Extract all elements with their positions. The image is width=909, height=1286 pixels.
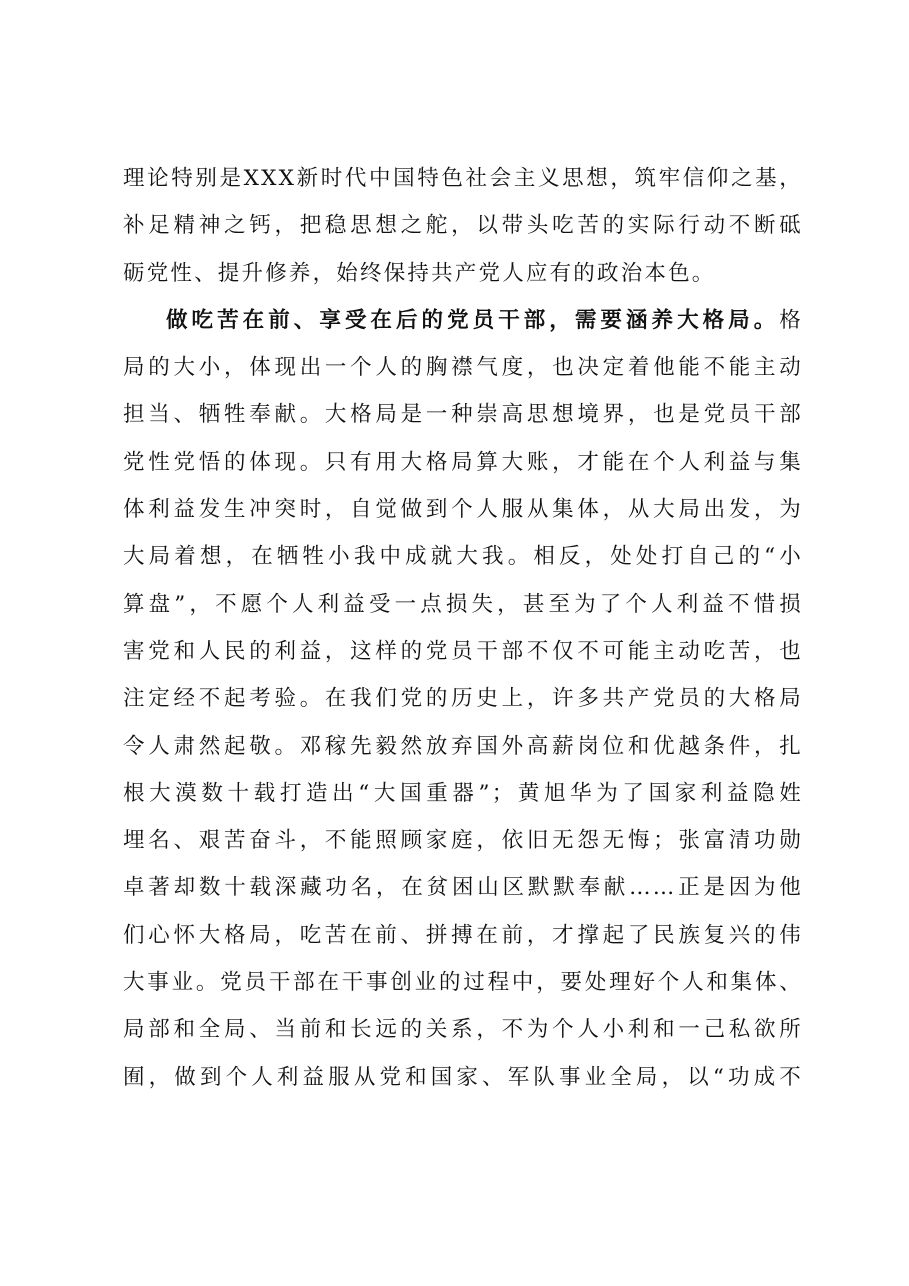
paragraph-heading: 做吃苦在前、享受在后的党员干部，需要涵养大格局。 (166, 307, 780, 333)
text-line: 卓著却数十载深藏功名，在贫困山区默默奉献……正是因为他 (123, 875, 803, 901)
text-fragment: 格 (779, 307, 803, 333)
text-line: 局的大小，体现出一个人的胸襟气度，也决定着他能不能主动 (123, 355, 803, 381)
text-line: 根大漠数十载打造出“大国重器”；黄旭华为了国家利益隐姓 (123, 780, 803, 806)
text-line: 体利益发生冲突时，自觉做到个人服从集体，从大局出发，为 (123, 497, 803, 523)
text-line: 埋名、艰苦奋斗，不能照顾家庭，依旧无怨无悔；张富清功勋 (123, 828, 803, 854)
text-line: 砺党性、提升修养，始终保持共产党人应有的政治本色。 (123, 260, 716, 286)
text-line: 局部和全局、当前和长远的关系，不为个人小利和一己私欲所 (123, 1017, 803, 1043)
text-line: 囿，做到个人利益服从党和国家、军队事业全局，以“功成不 (123, 1064, 803, 1090)
text-line: 算盘”，不愿个人利益受一点损失，甚至为了个人利益不惜损 (123, 591, 803, 617)
body-text (123, 155, 803, 1101)
text-line: 注定经不起考验。在我们党的历史上，许多共产党员的大格局 (123, 686, 803, 712)
text-line: 补足精神之钙，把稳思想之舵，以带头吃苦的实际行动不断砥 (123, 213, 803, 239)
text-line: 理论特别是XXX新时代中国特色社会主义思想，筑牢信仰之基， (123, 166, 803, 191)
paragraph-first-line (123, 297, 803, 344)
text-line: 害党和人民的利益，这样的党员干部不仅不可能主动吃苦，也 (123, 638, 803, 664)
text-line: 大局着想，在牺牲小我中成就大我。相反，处处打自己的“小 (123, 544, 803, 570)
text-line: 担当、牺牲奉献。大格局是一种崇高思想境界，也是党员干部 (123, 402, 803, 428)
text-line: 党性党悟的体现。只有用大格局算大账，才能在个人利益与集 (123, 449, 803, 475)
text-line: 令人肃然起敬。邓稼先毅然放弃国外高薪岗位和优越条件，扎 (123, 733, 803, 759)
text-line: 大事业。党员干部在干事创业的过程中，要处理好个人和集体、 (123, 970, 803, 996)
text-line: 们心怀大格局，吃苦在前、拼搏在前，才撑起了民族复兴的伟 (123, 922, 803, 948)
